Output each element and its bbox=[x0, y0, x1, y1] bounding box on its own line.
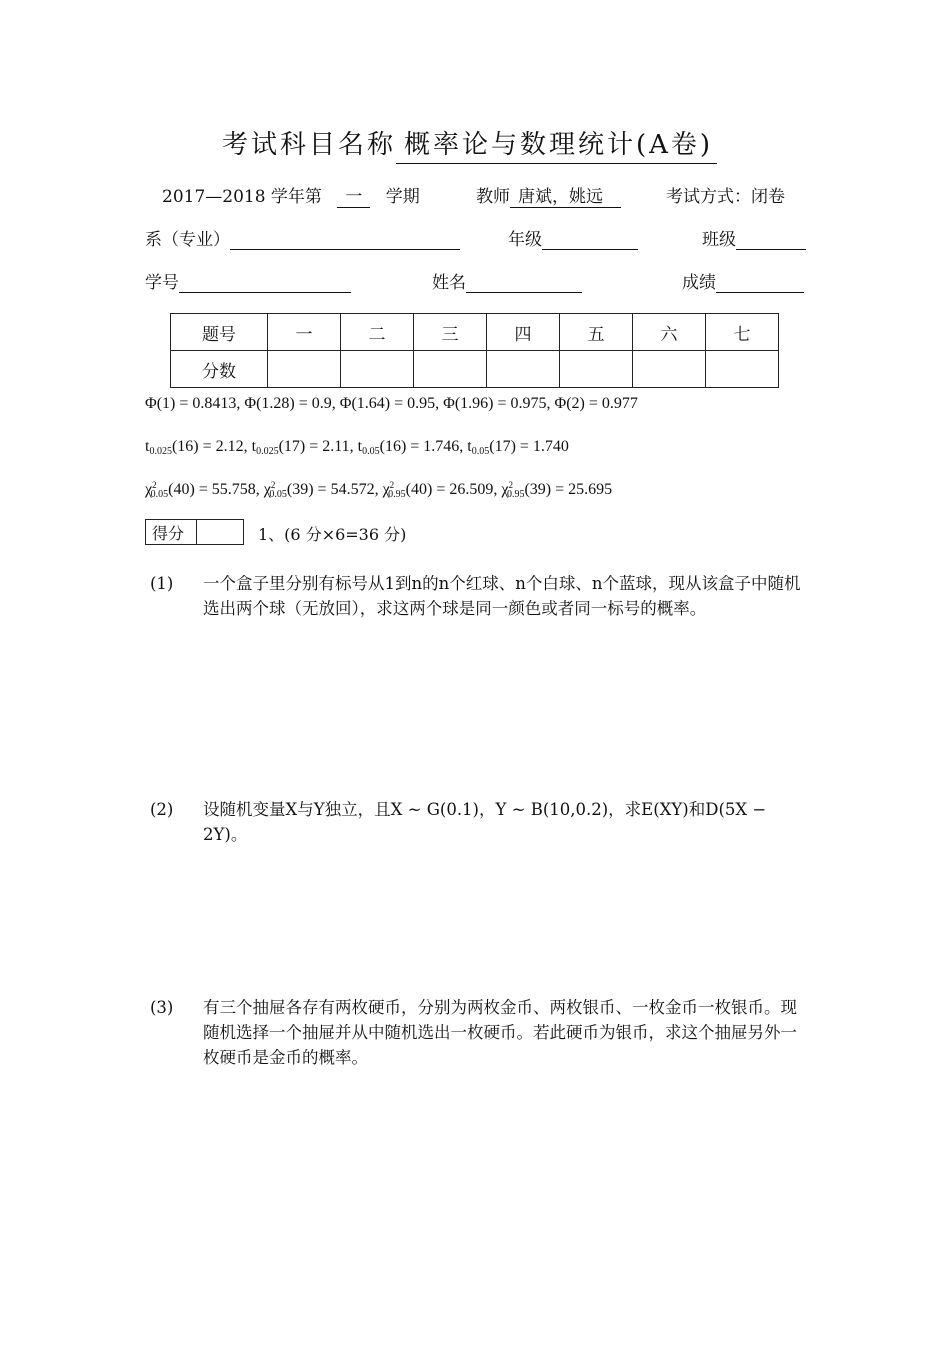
title-label: 考试科目名称 bbox=[222, 130, 397, 160]
grade-blank[interactable] bbox=[542, 230, 638, 250]
score-cell[interactable] bbox=[341, 351, 414, 388]
student-id-label: 学号 bbox=[145, 273, 179, 293]
dept-field bbox=[145, 225, 460, 250]
score-box-input[interactable] bbox=[197, 520, 244, 545]
score-row-header: 分数 bbox=[171, 351, 268, 388]
name-field bbox=[432, 268, 582, 293]
t-subscript: 0.025 bbox=[256, 446, 279, 457]
grade-field bbox=[508, 225, 638, 250]
column-header: 一 bbox=[268, 314, 341, 351]
chi-square-values bbox=[145, 481, 612, 500]
column-header: 二 bbox=[341, 314, 414, 351]
student-id-field bbox=[145, 268, 351, 293]
exam-mode: 考试方式：闭卷 bbox=[666, 187, 785, 207]
score-cell[interactable] bbox=[487, 351, 560, 388]
teacher-value: 唐斌，姚远 bbox=[510, 182, 621, 208]
name-blank[interactable] bbox=[466, 273, 582, 293]
t-subscript: 0.05 bbox=[362, 446, 380, 457]
t-value-text: (16) = 2.12, t bbox=[171, 438, 257, 455]
section-score-box bbox=[145, 519, 244, 545]
t-value-text: (17) = 2.11, t bbox=[278, 438, 363, 455]
teacher bbox=[476, 182, 621, 208]
chi-value-text: (40) = 55.758, χ bbox=[168, 481, 271, 498]
chi-superscript: 2 bbox=[270, 480, 276, 490]
chi-value-text: (40) = 26.509, χ bbox=[405, 481, 509, 498]
column-header: 五 bbox=[560, 314, 633, 351]
chi-superscript: 2 bbox=[152, 480, 157, 490]
chi-value-text: (39) = 54.572, χ bbox=[286, 481, 390, 498]
question-number-row bbox=[171, 314, 779, 351]
question-number-header: 题号 bbox=[171, 314, 268, 351]
chi-subscript: 0.05 bbox=[269, 489, 287, 500]
dept-label: 系（专业） bbox=[145, 230, 230, 250]
column-header: 七 bbox=[706, 314, 779, 351]
phi-values: Φ(1) = 0.8413, Φ(1.28) = 0.9, Φ(1.64) = 0.95, Φ(1.96) = 0.975, Φ(2) = 0.977 bbox=[145, 395, 638, 412]
chi-superscript: 2 bbox=[508, 480, 513, 490]
score-box-label: 得分 bbox=[146, 520, 197, 545]
year-label: 2017—2018 学年第 bbox=[162, 187, 322, 207]
score-cell[interactable] bbox=[560, 351, 633, 388]
exam-title bbox=[222, 124, 717, 164]
score-blank[interactable] bbox=[716, 273, 804, 293]
score-cell[interactable] bbox=[268, 351, 341, 388]
score-label: 成绩 bbox=[682, 273, 716, 293]
question-number: (3) bbox=[150, 998, 174, 1017]
question-text: 有三个抽屉各存有两枚硬币，分别为两枚金币、两枚银币、一枚金币一枚银币。现随机选择一个抽屉并从中随机选出一枚硬币。若此硬币为银币，求这个抽屉另外一枚硬币是金币的概率。 bbox=[203, 998, 797, 1067]
column-header: 三 bbox=[414, 314, 487, 351]
term-label: 学期 bbox=[385, 187, 420, 207]
teacher-label: 教师 bbox=[476, 187, 510, 207]
course-name: 概率论与数理统计(A卷) bbox=[396, 124, 717, 164]
student-id-blank[interactable] bbox=[179, 273, 351, 293]
section-heading: 1、(6 分×6=36 分) bbox=[258, 525, 407, 544]
score-table bbox=[170, 313, 779, 388]
chi-symbol: χ bbox=[145, 481, 153, 498]
academic-year bbox=[162, 182, 420, 208]
column-header: 四 bbox=[487, 314, 560, 351]
t-subscript: 0.025 bbox=[149, 446, 172, 457]
dept-blank[interactable] bbox=[230, 230, 460, 250]
class-label: 班级 bbox=[702, 230, 736, 250]
chi-subscript: 0.95 bbox=[506, 489, 525, 500]
question-number: (1) bbox=[150, 574, 174, 593]
score-cell[interactable] bbox=[414, 351, 487, 388]
chi-subscript: 0.05 bbox=[150, 489, 169, 500]
t-value-text: (17) = 1.740 bbox=[489, 438, 569, 455]
score-cell[interactable] bbox=[633, 351, 706, 388]
chi-superscript: 2 bbox=[389, 480, 395, 490]
grade-label: 年级 bbox=[508, 230, 542, 250]
question-text: 一个盒子里分别有标号从1到n的n个红球、n个白球、n个蓝球，现从该盒子中随机选出两个球（无放回），求这两个球是同一颜色或者同一标号的概率。 bbox=[203, 574, 801, 618]
t-symbol: t bbox=[145, 438, 150, 455]
question-text: 设随机变量X与Y独立，且X ~ G(0.1)，Y ~ B(10,0.2)，求E(XY)和D(5X − 2Y)。 bbox=[203, 800, 767, 844]
chi-value-text: (39) = 25.695 bbox=[524, 481, 613, 498]
t-subscript: 0.05 bbox=[471, 446, 490, 457]
question-number: (2) bbox=[150, 800, 174, 819]
score-field bbox=[682, 268, 804, 293]
column-header: 六 bbox=[633, 314, 706, 351]
name-label: 姓名 bbox=[432, 273, 466, 293]
score-row bbox=[171, 351, 779, 388]
t-values bbox=[145, 438, 569, 457]
class-field bbox=[702, 225, 806, 250]
term-value: 一 bbox=[337, 182, 370, 208]
class-blank[interactable] bbox=[736, 230, 806, 250]
chi-subscript: 0.95 bbox=[388, 489, 406, 500]
t-value-text: (16) = 1.746, t bbox=[379, 438, 472, 455]
score-cell[interactable] bbox=[706, 351, 779, 388]
